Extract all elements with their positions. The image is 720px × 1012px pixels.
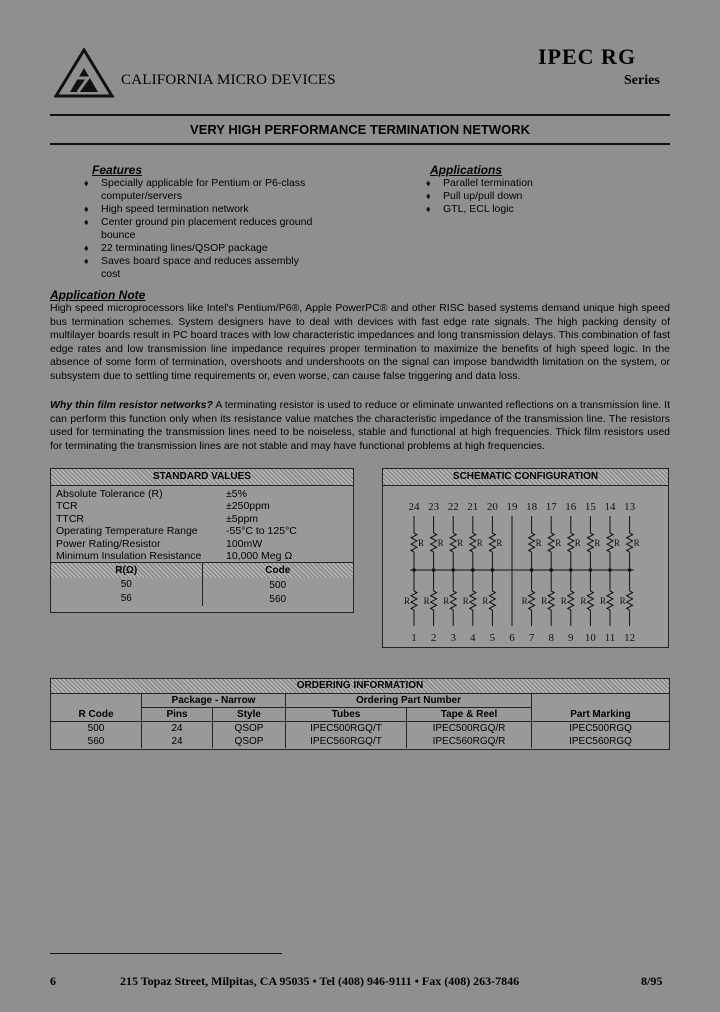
features-list [84, 177, 314, 281]
list-item: ♦ GTL, ECL logic [426, 203, 630, 216]
table-row: Minimum Insulation Resistance 10,000 Meg Ω [56, 550, 293, 563]
resistor-symbol [529, 591, 535, 610]
list-item: ♦ Specially applicable for Pentium or P6-class computer/servers [84, 177, 314, 203]
junction-dot [628, 568, 632, 572]
footer-date: 8/95 [641, 974, 663, 988]
table-row: 50 500 [51, 578, 353, 592]
pin-label-bottom: 7 [528, 632, 535, 644]
standard-values-table [51, 488, 353, 562]
junction-dot [471, 568, 475, 572]
resistor-symbol [568, 533, 574, 552]
table-row: Absolute Tolerance (R) ±5% [56, 488, 247, 500]
junction-dot [412, 568, 416, 572]
resistor-label: R [613, 538, 621, 548]
junction-dot [569, 568, 573, 572]
company-name: CALIFORNIA MICRO DEVICES [121, 72, 336, 88]
resistor-symbol [411, 533, 417, 552]
resistor-label: R [599, 596, 607, 606]
resistor-symbol [489, 591, 495, 610]
applications-heading: Applications [430, 163, 503, 177]
pin-label-top: 16 [565, 501, 577, 513]
resistor-label: R [580, 596, 587, 606]
pin-label-bottom: 8 [548, 632, 554, 644]
code-table [51, 562, 353, 606]
schematic-box [382, 468, 669, 648]
table-row: 560 24 QSOP IPEC560RGQ/T IPEC560RGQ/R IPEC560RGQ [51, 735, 669, 748]
resistor-symbol [450, 591, 456, 610]
resistor-label: R [633, 538, 640, 548]
table-row: TTCR ±5ppm [56, 512, 259, 525]
standard-values-box [50, 468, 354, 613]
resistor-label: R [476, 538, 483, 548]
pin-label-bottom: 6 [509, 632, 515, 644]
pin-label-bottom: 1 [411, 632, 417, 644]
pin-label-bottom: 4 [470, 632, 476, 644]
page-number: 6 [50, 974, 56, 988]
resistor-symbol [587, 533, 593, 552]
resistor-label: R [482, 596, 489, 606]
resistor-label: R [521, 596, 528, 606]
ordering-group-row [51, 694, 669, 708]
resistor-symbol [529, 533, 535, 552]
pin-label-bottom: 10 [584, 632, 596, 644]
title-rule-bottom [50, 143, 670, 145]
ordering-table [51, 694, 669, 748]
features-section [92, 163, 322, 281]
junction-dot [491, 568, 495, 572]
schematic-diagram [383, 486, 668, 646]
application-note-heading: Application Note [50, 288, 146, 302]
resistor-symbol [431, 591, 437, 610]
pin-label-top: 20 [486, 501, 498, 513]
footer-rule [50, 953, 282, 954]
applications-list [426, 177, 630, 216]
resistor-label: R [417, 538, 425, 548]
list-item: ♦ Parallel termination [426, 177, 630, 190]
package-group-header: Package - Narrow [142, 694, 286, 708]
resistor-label: R [437, 538, 444, 548]
resistor-symbol [470, 591, 476, 610]
resistor-symbol [587, 591, 593, 610]
table-row: 500 24 QSOP IPEC500RGQ/T IPEC500RGQ/R IPEC500RGQ [51, 722, 669, 736]
resistor-label: R [555, 538, 562, 548]
pin-label-bottom: 3 [450, 632, 456, 644]
resistor-symbol [568, 591, 574, 610]
pin-label-top: 13 [624, 501, 636, 513]
junction-dot [432, 568, 436, 572]
resistor-label: R [574, 538, 581, 548]
why-paragraph [50, 399, 670, 453]
resistor-label: R [619, 596, 626, 606]
company-logo [54, 48, 116, 98]
resistor-label: R [462, 596, 469, 606]
list-item: ♦ Saves board space and reduces assembly cost [84, 255, 314, 281]
page-title: VERY HIGH PERFORMANCE TERMINATION NETWORK [190, 122, 530, 137]
footer-address: 215 Topaz Street, Milpitas, CA 95035 • Tel (408) 946-9111 • Fax (408) 263-7846 [120, 974, 520, 988]
resistor-label: R [560, 596, 567, 606]
junction-dot [608, 568, 612, 572]
resistor-label: R [443, 596, 450, 606]
table-row: TCR ±250ppm [56, 500, 270, 513]
pin-label-top: 19 [506, 501, 518, 513]
pin-label-top: 23 [428, 501, 440, 513]
pin-label-bottom: 2 [430, 632, 437, 644]
resistor-symbol [607, 591, 613, 610]
schematic-heading: SCHEMATIC CONFIGURATION [383, 469, 668, 486]
pin-label-top: 17 [545, 501, 557, 513]
resistor-label: R [535, 538, 542, 548]
why-question: Why thin film resistor networks? [50, 399, 213, 411]
pin-label-top: 15 [584, 501, 596, 513]
pin-label-bottom: 5 [489, 632, 496, 644]
why-text: A terminating resistor is used to reduce or eliminate unwanted reflections on a transmission line. It can perform this function only when its resistance value matches the characteristic impedance of the transmission line. The resistors used for terminating the transmission lines need to be noiseless, stable and functional at high frequencies. Thick film resistors used for terminating the transmission lines are not stable and may have functional problems at high frequencies. [50, 399, 670, 452]
ordering-header-row: R Code Pins Style Tubes Tape & Reel Part Marking [51, 708, 669, 722]
pin-label-bottom: 12 [624, 632, 636, 644]
application-note-text: High speed microprocessors like Intel's Pentium/P6®, Apple PowerPC® and other RISC based systems demand unique high speed bus termination schemes. System designers have to deal with devices with fast edge rate signals. The high packing density of multilayer boards result in PC board traces with low characteristic impedances and long transmission delays. This combination of fast edge rates and low transmission line impedance requires proper termination to maximize the benefits of high speed logic. In the absence of some form of termination, overshoots and undershoots on the signal can impose bandwidth limitation on the system, or subsystem due to settling time requirements or, even worse, can cause false triggering and data loss. [50, 302, 670, 382]
junction-dot [530, 568, 534, 572]
resistor-symbol [548, 591, 554, 610]
list-item: ♦ 22 terminating lines/QSOP package [84, 242, 314, 255]
code-header-row: R(Ω) Code [51, 563, 353, 579]
pin-label-bottom: 9 [568, 632, 574, 644]
resistor-label: R [594, 538, 601, 548]
resistor-label: R [541, 596, 548, 606]
resistor-symbol [431, 533, 437, 552]
ordering-box [50, 678, 670, 750]
junction-dot [589, 568, 593, 572]
junction-dot [451, 568, 455, 572]
pin-label-top: 24 [408, 501, 420, 513]
series-label: Series [624, 73, 660, 88]
title-rule-top [50, 114, 670, 116]
standard-values-heading: STANDARD VALUES [51, 469, 353, 486]
junction-dot [549, 568, 553, 572]
application-note [50, 288, 670, 384]
resistor-symbol [470, 533, 476, 552]
resistor-symbol [411, 591, 417, 610]
pin-label-top: 22 [447, 501, 459, 513]
resistor-label: R [457, 538, 464, 548]
pin-label-top: 14 [604, 501, 616, 513]
resistor-label: R [403, 596, 411, 606]
table-row: 56 560 [51, 592, 353, 606]
table-row: Operating Temperature Range -55°C to 125°C [56, 525, 297, 538]
resistor-symbol [627, 533, 633, 552]
resistor-symbol [548, 533, 554, 552]
list-item: ♦ High speed termination network [84, 203, 314, 216]
resistor-label: R [496, 538, 503, 548]
table-row: Power Rating/Resistor 100mW [56, 537, 263, 550]
ordering-heading: ORDERING INFORMATION [51, 679, 669, 694]
list-item: ♦ Center ground pin placement reduces ground bounce [84, 216, 314, 242]
pin-label-top: 21 [467, 501, 479, 513]
resistor-symbol [489, 533, 495, 552]
resistor-label: R [423, 596, 430, 606]
features-heading: Features [92, 163, 143, 177]
pin-label-top: 18 [526, 501, 538, 513]
pin-label-bottom: 11 [604, 632, 616, 644]
product-title: IPEC RG [538, 44, 637, 69]
resistor-symbol [450, 533, 456, 552]
list-item: ♦ Pull up/pull down [426, 190, 630, 203]
resistor-symbol [627, 591, 633, 610]
part-group-header: Ordering Part Number [286, 694, 532, 708]
applications-section [430, 163, 630, 216]
resistor-symbol [607, 533, 613, 552]
